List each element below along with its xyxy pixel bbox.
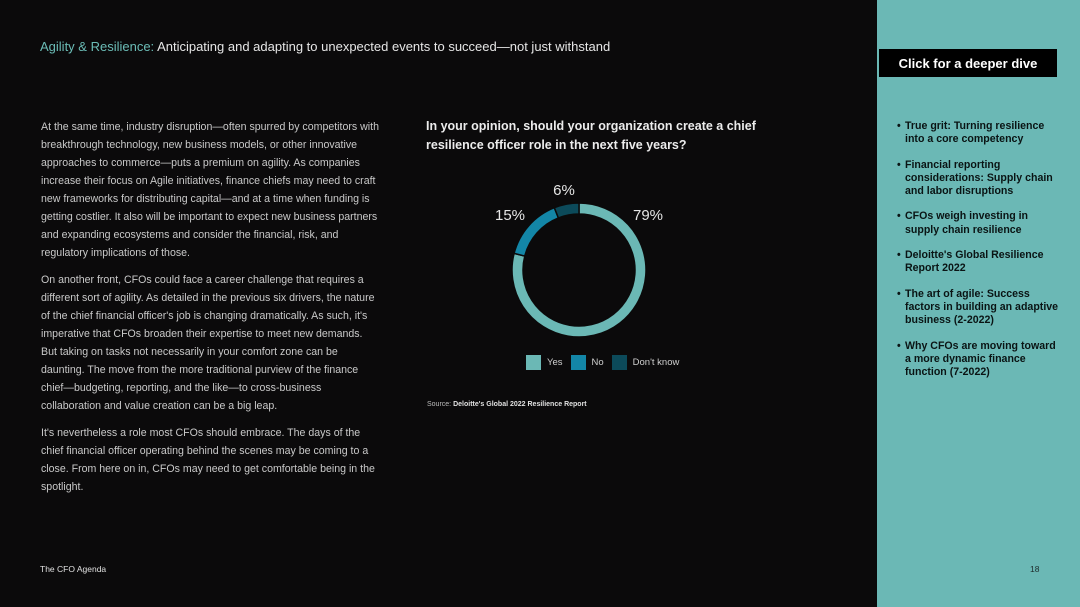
deep-dive-link-label: True grit: Turning resilience into a core competency	[905, 120, 1045, 146]
legend-item-yes	[526, 355, 563, 370]
data-label-no: 15%	[494, 207, 526, 224]
legend-label-dont-know: Don't know	[632, 357, 680, 368]
deep-dive-link-5[interactable]	[897, 288, 1062, 328]
body-paragraph-3: It's nevertheless a role most CFOs should embrace. The days of the chief financial officer operating behind the scenes may be coming to a close. From here on in, CFOs may need to get comfortable being in the spotlight.	[41, 427, 375, 493]
legend-label-yes: Yes	[547, 357, 563, 368]
deep-dive-link-2[interactable]	[897, 159, 1062, 199]
bullet-icon: •	[897, 210, 901, 223]
deep-dive-link-4[interactable]	[897, 249, 1062, 276]
legend-swatch-no	[571, 355, 586, 370]
deep-dive-links	[897, 120, 1062, 391]
bullet-icon: •	[897, 249, 901, 262]
legend-swatch-yes	[526, 355, 541, 370]
legend-item-dont-know	[612, 355, 680, 370]
bullet-icon: •	[897, 287, 901, 300]
title-accent: Agility & Resilience:	[40, 39, 155, 54]
source-prefix: Source:	[427, 401, 452, 408]
deep-dive-link-label: Financial reporting considerations: Supply chain and labor disruptions	[905, 158, 1053, 198]
deep-dive-link-label: Deloitte's Global Resilience Report 2022	[905, 249, 1044, 275]
chart-title: In your opinion, should your organization create a chief resilience officer role in the next five years?	[426, 119, 756, 152]
footer-publication: The CFO Agenda	[40, 564, 107, 574]
data-label-yes: 79%	[632, 207, 664, 224]
deep-dive-link-3[interactable]	[897, 210, 1062, 237]
bullet-icon: •	[897, 339, 901, 352]
donut-chart	[480, 175, 680, 345]
deep-dive-link-label: CFOs weigh investing in supply chain resilience	[905, 210, 1029, 236]
bullet-icon: •	[897, 158, 901, 171]
page-title	[40, 39, 860, 54]
page-number: 18	[1030, 564, 1040, 574]
deep-dive-link-label: Why CFOs are moving toward a more dynamic finance function (7-2022)	[905, 339, 1056, 379]
chart-legend	[526, 355, 687, 370]
title-text: Anticipating and adapting to unexpected events to succeed—not just withstand	[157, 39, 611, 54]
body-paragraph-2: On another front, CFOs could face a career challenge that requires a different sort of agility. As detailed in the previous six drivers, the nature of the chief financial officer's job is changing dramatically. As such, it's imperative that CFOs broaden their expertise to meet new demands. But taking on tasks not necessarily in your comfort zone can be daunting. The move from the more traditional purview of the finance chief—budgeting, reporting, and the like—to cross-business collaboration and value creation can be a big leap.	[41, 274, 375, 412]
deeper-dive-button[interactable]: Click for a deeper dive	[879, 49, 1057, 77]
source-name: Deloitte's Global 2022 Resilience Report	[453, 401, 587, 408]
donut-slice-dont-know	[554, 203, 579, 218]
legend-item-no	[571, 355, 604, 370]
chart-source	[427, 401, 587, 408]
body-text	[41, 118, 381, 505]
body-paragraph-1: At the same time, industry disruption—often spurred by competitors with breakthrough technology, new business models, or other innovative approaches to commerce—puts a premium on agility. As companies increase their focus on Agile initiatives, finance chiefs may need to craft new frameworks for distributing capital—and at a time when funding is getting costlier. It also will be important to expect new business partners and expanding ecosystems and consider the financial, risk, and regulatory implications of those.	[41, 121, 379, 259]
deep-dive-link-1[interactable]	[897, 120, 1062, 147]
deep-dive-link-label: The art of agile: Success factors in building an adaptive business (2-2022)	[905, 287, 1059, 327]
legend-swatch-dont-know	[612, 355, 627, 370]
legend-label-no: No	[591, 357, 604, 368]
bullet-icon: •	[897, 120, 901, 132]
data-label-dont-know: 6%	[553, 182, 575, 199]
deep-dive-link-6[interactable]	[897, 340, 1062, 380]
